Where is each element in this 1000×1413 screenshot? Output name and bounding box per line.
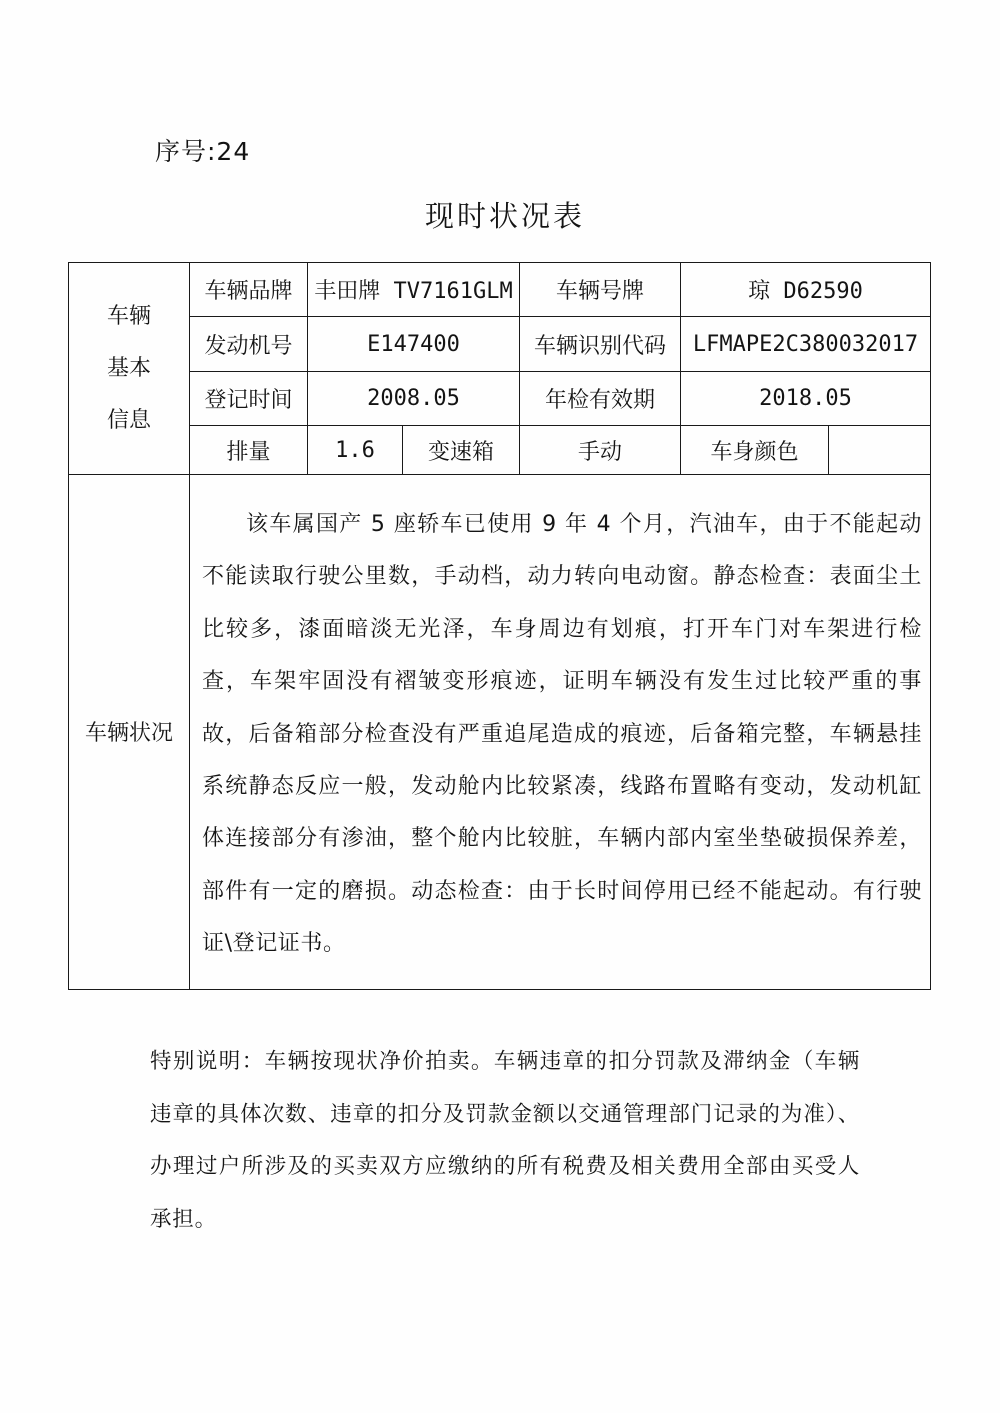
table-row [69,263,931,317]
table-row [69,372,931,426]
basic-info-header-line: 基本 [106,355,151,381]
vehicle-condition-table [68,262,931,990]
brand-value: 丰田牌 TV7161GLM [308,263,520,317]
engine-label: 发动机号 [190,317,308,372]
registration-label: 登记时间 [190,372,308,426]
vin-label: 车辆识别代码 [520,317,681,372]
vehicle-status-label: 车辆状况 [69,475,190,990]
plate-value: 琼 D62590 [681,263,931,317]
registration-value: 2008.05 [308,372,520,426]
table-row [69,317,931,372]
displacement-value: 1.6 [308,426,403,475]
document-title: 现时状况表 [424,199,585,233]
serial-number: 序号:24 [155,137,251,166]
vehicle-status-text: 该车属国产 5 座轿车已使用 9 年 4 个月，汽油车，由于不能起动不能读取行驶公里数，手动档，动力转向电动窗。静态检查：表面尘土比较多，漆面暗淡无光泽，车身周边有划痕，打开车门对车架进行检查，车架牢固没有褶皱变形痕迹，证明车辆没有发生过比较严重的事故，后备箱部分检查没有严重追尾造成的痕迹，后备箱完整，车辆悬挂系统静态反应一般，发动舱内比较紧凑，线路布置略有变动，发动机缸体连接部分有渗油，整个舱内比较脏，车辆内部内室坐垫破损保养差，部件有一定的磨损。动态检查：由于长时间停用已经不能起动。有行驶证\登记证书。 [202,512,923,957]
gearbox-label: 变速箱 [403,426,520,475]
displacement-label: 排量 [190,426,308,475]
gearbox-value: 手动 [520,426,681,475]
engine-value: E147400 [308,317,520,372]
basic-info-header [69,263,190,475]
basic-info-header-line: 信息 [106,407,151,433]
plate-label: 车辆号牌 [520,263,681,317]
body-color-label: 车身颜色 [681,426,829,475]
table-row [69,426,931,475]
basic-info-header-line: 车辆 [106,303,151,329]
body-color-value [829,426,931,475]
table-row [69,475,931,990]
brand-label: 车辆品牌 [190,263,308,317]
vehicle-status-cell [190,475,931,990]
inspection-value: 2018.05 [681,372,931,426]
inspection-label: 年检有效期 [520,372,681,426]
vin-value: LFMAPE2C380032017 [681,317,931,372]
special-note: 特别说明：车辆按现状净价拍卖。车辆违章的扣分罚款及滞纳金（车辆违章的具体次数、违章的扣分及罚款金额以交通管理部门记录的为准）、办理过户所涉及的买卖双方应缴纳的所有税费及相关费用全部由买受人承担。 [150,1049,860,1232]
